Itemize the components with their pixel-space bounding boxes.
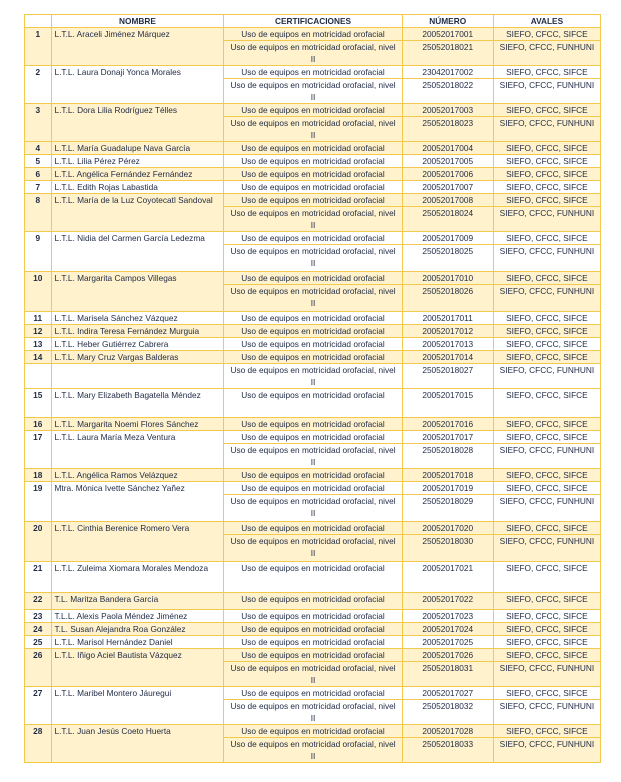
row-number: 28 bbox=[25, 725, 52, 763]
row-number: 27 bbox=[25, 687, 52, 725]
certification-cell: Uso de equipos en motricidad orofacial bbox=[224, 636, 402, 649]
certificate-number: 20052017024 bbox=[402, 623, 493, 636]
participant-name: L.T.L. Laura María Meza Ventura bbox=[51, 431, 224, 469]
certificate-number: 20052017013 bbox=[402, 338, 493, 351]
row-number: 4 bbox=[25, 142, 52, 155]
table-row bbox=[25, 469, 601, 482]
endorsements-cell: SIEFO, CFCC, SIFCE bbox=[493, 104, 600, 117]
row-number: 2 bbox=[25, 66, 52, 104]
row-number: 21 bbox=[25, 562, 52, 593]
row-number: 8 bbox=[25, 194, 52, 232]
row-number: 22 bbox=[25, 593, 52, 610]
certification-cell: Uso de equipos en motricidad orofacial, nivel II bbox=[224, 117, 402, 142]
row-number: 11 bbox=[25, 312, 52, 325]
endorsements-cell: SIEFO, CFCC, SIFCE bbox=[493, 66, 600, 79]
certification-cell: Uso de equipos en motricidad orofacial, nivel II bbox=[224, 79, 402, 104]
certificate-number: 25052018021 bbox=[402, 41, 493, 66]
row-number: 16 bbox=[25, 418, 52, 431]
certification-cell: Uso de equipos en motricidad orofacial bbox=[224, 562, 402, 593]
participant-name: L.T.L. Lilia Pérez Pérez bbox=[51, 155, 224, 168]
table-row bbox=[25, 623, 601, 636]
certification-cell: Uso de equipos en motricidad orofacial, nivel II bbox=[224, 364, 402, 389]
certificate-number: 20052017025 bbox=[402, 636, 493, 649]
table-row bbox=[25, 636, 601, 649]
row-number: 13 bbox=[25, 338, 52, 351]
certification-cell: Uso de equipos en motricidad orofacial bbox=[224, 389, 402, 418]
certification-cell: Uso de equipos en motricidad orofacial bbox=[224, 418, 402, 431]
certificate-number: 25052018022 bbox=[402, 79, 493, 104]
certificate-number: 20052017020 bbox=[402, 522, 493, 535]
certificate-number: 20052017001 bbox=[402, 28, 493, 41]
participant-name: L.T.L. María de la Luz Coyotecatl Sandoval bbox=[51, 194, 224, 232]
participant-name: L.T.L. Margarita Campos Villegas bbox=[51, 272, 224, 312]
participant-name: Mtra. Mónica Ivette Sánchez Yañez bbox=[51, 482, 224, 522]
endorsements-cell: SIEFO, CFCC, FUNHUNI bbox=[493, 444, 600, 469]
participant-name: L.T.L. Nidia del Carmen García Ledezma bbox=[51, 232, 224, 272]
participant-name: L.T.L. María Guadalupe Nava García bbox=[51, 142, 224, 155]
table-row bbox=[25, 389, 601, 418]
participant-name: T.L.L. Alexis Paola Méndez Jiménez bbox=[51, 610, 224, 623]
certificate-number: 20052017023 bbox=[402, 610, 493, 623]
certificate-number: 25052018028 bbox=[402, 444, 493, 469]
participant-name: L.T.L. Marisol Hernández Daniel bbox=[51, 636, 224, 649]
endorsements-cell: SIEFO, CFCC, SIFCE bbox=[493, 272, 600, 285]
table-row bbox=[25, 168, 601, 181]
certificate-number: 20052017026 bbox=[402, 649, 493, 662]
certificate-number: 20052017004 bbox=[402, 142, 493, 155]
table-row bbox=[25, 142, 601, 155]
endorsements-cell: SIEFO, CFCC, SIFCE bbox=[493, 562, 600, 593]
certification-cell: Uso de equipos en motricidad orofacial, nivel II bbox=[224, 700, 402, 725]
certification-cell: Uso de equipos en motricidad orofacial bbox=[224, 28, 402, 41]
certificate-number: 25052018024 bbox=[402, 207, 493, 232]
row-number: 24 bbox=[25, 623, 52, 636]
endorsements-cell: SIEFO, CFCC, SIFCE bbox=[493, 687, 600, 700]
row-number: 3 bbox=[25, 104, 52, 142]
endorsements-cell: SIEFO, CFCC, FUNHUNI bbox=[493, 700, 600, 725]
endorsements-cell: SIEFO, CFCC, SIFCE bbox=[493, 142, 600, 155]
certification-cell: Uso de equipos en motricidad orofacial bbox=[224, 312, 402, 325]
certificate-number: 25052018029 bbox=[402, 495, 493, 522]
table-row bbox=[25, 610, 601, 623]
endorsements-cell: SIEFO, CFCC, FUNHUNI bbox=[493, 207, 600, 232]
row-number: 17 bbox=[25, 431, 52, 469]
participant-name: L.T.L. Araceli Jiménez Márquez bbox=[51, 28, 224, 66]
certification-cell: Uso de equipos en motricidad orofacial bbox=[224, 649, 402, 662]
row-number: 19 bbox=[25, 482, 52, 522]
certificate-number: 20052017003 bbox=[402, 104, 493, 117]
certification-cell: Uso de equipos en motricidad orofacial bbox=[224, 194, 402, 207]
table-row bbox=[25, 272, 601, 285]
endorsements-cell: SIEFO, CFCC, SIFCE bbox=[493, 155, 600, 168]
certificate-number: 20052017007 bbox=[402, 181, 493, 194]
certificate-number: 25052018025 bbox=[402, 245, 493, 272]
table-row bbox=[25, 312, 601, 325]
certification-cell: Uso de equipos en motricidad orofacial bbox=[224, 623, 402, 636]
participant-name: L.T.L. Mary Elizabeth Bagatella Méndez bbox=[51, 389, 224, 418]
certification-cell: Uso de equipos en motricidad orofacial bbox=[224, 168, 402, 181]
certification-cell: Uso de equipos en motricidad orofacial bbox=[224, 66, 402, 79]
certificate-number: 20052017016 bbox=[402, 418, 493, 431]
row-number: 18 bbox=[25, 469, 52, 482]
row-number: 20 bbox=[25, 522, 52, 562]
endorsements-cell: SIEFO, CFCC, SIFCE bbox=[493, 338, 600, 351]
certification-cell: Uso de equipos en motricidad orofacial bbox=[224, 351, 402, 364]
endorsements-cell: SIEFO, CFCC, FUNHUNI bbox=[493, 79, 600, 104]
participant-name: L.T.L. Edith Rojas Labastida bbox=[51, 181, 224, 194]
certification-cell: Uso de equipos en motricidad orofacial bbox=[224, 104, 402, 117]
header-nombre: NOMBRE bbox=[51, 15, 224, 28]
endorsements-cell: SIEFO, CFCC, SIFCE bbox=[493, 312, 600, 325]
row-number: 10 bbox=[25, 272, 52, 312]
row-number: 6 bbox=[25, 168, 52, 181]
endorsements-cell: SIEFO, CFCC, SIFCE bbox=[493, 389, 600, 418]
participant-name: L.T.L. Iñigo Aciel Bautista Vázquez bbox=[51, 649, 224, 687]
table-row bbox=[25, 418, 601, 431]
table-row bbox=[25, 104, 601, 117]
row-number: 15 bbox=[25, 389, 52, 418]
certificate-number: 25052018032 bbox=[402, 700, 493, 725]
certificate-number: 20052017027 bbox=[402, 687, 493, 700]
participant-name: L.T.L. Maribel Montero Jáuregui bbox=[51, 687, 224, 725]
certificate-number: 20052017021 bbox=[402, 562, 493, 593]
certificate-number: 20052017005 bbox=[402, 155, 493, 168]
certification-cell: Uso de equipos en motricidad orofacial bbox=[224, 469, 402, 482]
participant-name: L.T.L. Cinthia Berenice Romero Vera bbox=[51, 522, 224, 562]
table-row bbox=[25, 593, 601, 610]
row-number: 12 bbox=[25, 325, 52, 338]
certification-cell: Uso de equipos en motricidad orofacial, nivel II bbox=[224, 662, 402, 687]
table-row bbox=[25, 338, 601, 351]
endorsements-cell: SIEFO, CFCC, FUNHUNI bbox=[493, 662, 600, 687]
certification-cell: Uso de equipos en motricidad orofacial bbox=[224, 431, 402, 444]
certification-cell: Uso de equipos en motricidad orofacial bbox=[224, 272, 402, 285]
certificate-number: 25052018033 bbox=[402, 738, 493, 763]
certification-cell: Uso de equipos en motricidad orofacial bbox=[224, 593, 402, 610]
certificate-number: 25052018023 bbox=[402, 117, 493, 142]
table-row bbox=[25, 325, 601, 338]
participant-name: T.L. Maritza Bandera García bbox=[51, 593, 224, 610]
certificate-number: 25052018030 bbox=[402, 535, 493, 562]
header-numero: NÚMERO bbox=[402, 15, 493, 28]
row-number: 7 bbox=[25, 181, 52, 194]
certification-cell: Uso de equipos en motricidad orofacial bbox=[224, 610, 402, 623]
row-number: 25 bbox=[25, 636, 52, 649]
table-row bbox=[25, 28, 601, 41]
participant-name: L.T.L. Margarita Noemi Flores Sánchez bbox=[51, 418, 224, 431]
participant-name: L.T.L. Angélica Fernández Fernández bbox=[51, 168, 224, 181]
certification-cell: Uso de equipos en motricidad orofacial bbox=[224, 687, 402, 700]
table-row bbox=[25, 232, 601, 245]
certification-cell: Uso de equipos en motricidad orofacial, nivel II bbox=[224, 738, 402, 763]
participant-name: L.T.L. Indira Teresa Fernández Murguia bbox=[51, 325, 224, 338]
certification-cell: Uso de equipos en motricidad orofacial, nivel II bbox=[224, 535, 402, 562]
table-row bbox=[25, 351, 601, 364]
endorsements-cell: SIEFO, CFCC, FUNHUNI bbox=[493, 535, 600, 562]
certificate-number: 20052017019 bbox=[402, 482, 493, 495]
certification-cell: Uso de equipos en motricidad orofacial bbox=[224, 338, 402, 351]
endorsements-cell: SIEFO, CFCC, FUNHUNI bbox=[493, 117, 600, 142]
row-number: 1 bbox=[25, 28, 52, 66]
header-row bbox=[25, 15, 601, 28]
certificate-number: 20052017028 bbox=[402, 725, 493, 738]
endorsements-cell: SIEFO, CFCC, FUNHUNI bbox=[493, 364, 600, 389]
certificate-number: 20052017014 bbox=[402, 351, 493, 364]
endorsements-cell: SIEFO, CFCC, SIFCE bbox=[493, 649, 600, 662]
certification-cell: Uso de equipos en motricidad orofacial, nivel II bbox=[224, 207, 402, 232]
table-row bbox=[25, 431, 601, 444]
certificate-number: 20052017009 bbox=[402, 232, 493, 245]
header-avales: AVALES bbox=[493, 15, 600, 28]
certification-cell: Uso de equipos en motricidad orofacial bbox=[224, 181, 402, 194]
certification-cell: Uso de equipos en motricidad orofacial bbox=[224, 522, 402, 535]
certificate-number: 20052017018 bbox=[402, 469, 493, 482]
header-certificaciones: CERTIFICACIONES bbox=[224, 15, 402, 28]
certificate-number: 25052018027 bbox=[402, 364, 493, 389]
endorsements-cell: SIEFO, CFCC, SIFCE bbox=[493, 181, 600, 194]
certificate-number: 20052017015 bbox=[402, 389, 493, 418]
endorsements-cell: SIEFO, CFCC, SIFCE bbox=[493, 168, 600, 181]
certificate-number: 20052017010 bbox=[402, 272, 493, 285]
table-row bbox=[25, 194, 601, 207]
certification-cell: Uso de equipos en motricidad orofacial bbox=[224, 142, 402, 155]
row-number: 23 bbox=[25, 610, 52, 623]
endorsements-cell: SIEFO, CFCC, SIFCE bbox=[493, 431, 600, 444]
certification-cell: Uso de equipos en motricidad orofacial bbox=[224, 155, 402, 168]
table-row bbox=[25, 66, 601, 79]
participant-name: L.T.L. Mary Cruz Vargas Balderas bbox=[51, 351, 224, 364]
endorsements-cell: SIEFO, CFCC, FUNHUNI bbox=[493, 245, 600, 272]
endorsements-cell: SIEFO, CFCC, SIFCE bbox=[493, 593, 600, 610]
row-number bbox=[25, 364, 52, 389]
endorsements-cell: SIEFO, CFCC, SIFCE bbox=[493, 28, 600, 41]
endorsements-cell: SIEFO, CFCC, FUNHUNI bbox=[493, 738, 600, 763]
table-row bbox=[25, 562, 601, 593]
certificate-number: 25052018031 bbox=[402, 662, 493, 687]
certification-cell: Uso de equipos en motricidad orofacial, nivel II bbox=[224, 41, 402, 66]
participant-name: L.T.L. Angélica Ramos Velázquez bbox=[51, 469, 224, 482]
participant-name: L.T.L. Heber Gutiérrez Cabrera bbox=[51, 338, 224, 351]
participant-name: L.T.L. Zuleima Xiomara Morales Mendoza bbox=[51, 562, 224, 593]
endorsements-cell: SIEFO, CFCC, SIFCE bbox=[493, 325, 600, 338]
endorsements-cell: SIEFO, CFCC, FUNHUNI bbox=[493, 495, 600, 522]
endorsements-cell: SIEFO, CFCC, SIFCE bbox=[493, 194, 600, 207]
certification-cell: Uso de equipos en motricidad orofacial bbox=[224, 482, 402, 495]
endorsements-cell: SIEFO, CFCC, SIFCE bbox=[493, 522, 600, 535]
row-number: 26 bbox=[25, 649, 52, 687]
certification-cell: Uso de equipos en motricidad orofacial, nivel II bbox=[224, 495, 402, 522]
participant-name: T.L. Susan Alejandra Roa González bbox=[51, 623, 224, 636]
certificate-number: 23042017002 bbox=[402, 66, 493, 79]
certification-cell: Uso de equipos en motricidad orofacial bbox=[224, 725, 402, 738]
table-row bbox=[25, 687, 601, 700]
row-number: 9 bbox=[25, 232, 52, 272]
table-row bbox=[25, 181, 601, 194]
endorsements-cell: SIEFO, CFCC, SIFCE bbox=[493, 351, 600, 364]
certificate-number: 20052017006 bbox=[402, 168, 493, 181]
endorsements-cell: SIEFO, CFCC, SIFCE bbox=[493, 469, 600, 482]
endorsements-cell: SIEFO, CFCC, SIFCE bbox=[493, 418, 600, 431]
participant-name: L.T.L. Marisela Sánchez Vázquez bbox=[51, 312, 224, 325]
certification-cell: Uso de equipos en motricidad orofacial, nivel II bbox=[224, 285, 402, 312]
participant-name: L.T.L. Juan Jesús Coeto Huerta bbox=[51, 725, 224, 763]
certificate-number: 20052017022 bbox=[402, 593, 493, 610]
certificate-number: 20052017008 bbox=[402, 194, 493, 207]
participant-name: L.T.L. Laura Donaji Yonca Morales bbox=[51, 66, 224, 104]
certification-cell: Uso de equipos en motricidad orofacial, nivel II bbox=[224, 245, 402, 272]
certification-cell: Uso de equipos en motricidad orofacial bbox=[224, 232, 402, 245]
row-number: 14 bbox=[25, 351, 52, 364]
endorsements-cell: SIEFO, CFCC, SIFCE bbox=[493, 610, 600, 623]
endorsements-cell: SIEFO, CFCC, SIFCE bbox=[493, 725, 600, 738]
endorsements-cell: SIEFO, CFCC, SIFCE bbox=[493, 482, 600, 495]
participant-name: L.T.L. Dora Lilia Rodríguez Télles bbox=[51, 104, 224, 142]
certificate-number: 20052017017 bbox=[402, 431, 493, 444]
certificate-number: 20052017012 bbox=[402, 325, 493, 338]
table-row bbox=[25, 522, 601, 535]
table-row bbox=[25, 155, 601, 168]
participant-name bbox=[51, 364, 224, 389]
row-number: 5 bbox=[25, 155, 52, 168]
certificate-number: 20052017011 bbox=[402, 312, 493, 325]
table-row bbox=[25, 649, 601, 662]
endorsements-cell: SIEFO, CFCC, SIFCE bbox=[493, 623, 600, 636]
endorsements-cell: SIEFO, CFCC, SIFCE bbox=[493, 636, 600, 649]
table-row bbox=[25, 725, 601, 738]
endorsements-cell: SIEFO, CFCC, SIFCE bbox=[493, 232, 600, 245]
endorsements-cell: SIEFO, CFCC, FUNHUNI bbox=[493, 41, 600, 66]
table-row bbox=[25, 482, 601, 495]
table-row bbox=[25, 364, 601, 389]
certificate-number: 25052018026 bbox=[402, 285, 493, 312]
header-num bbox=[25, 15, 52, 28]
certification-cell: Uso de equipos en motricidad orofacial bbox=[224, 325, 402, 338]
certification-cell: Uso de equipos en motricidad orofacial, nivel II bbox=[224, 444, 402, 469]
endorsements-cell: SIEFO, CFCC, FUNHUNI bbox=[493, 285, 600, 312]
certifications-table bbox=[24, 14, 601, 763]
